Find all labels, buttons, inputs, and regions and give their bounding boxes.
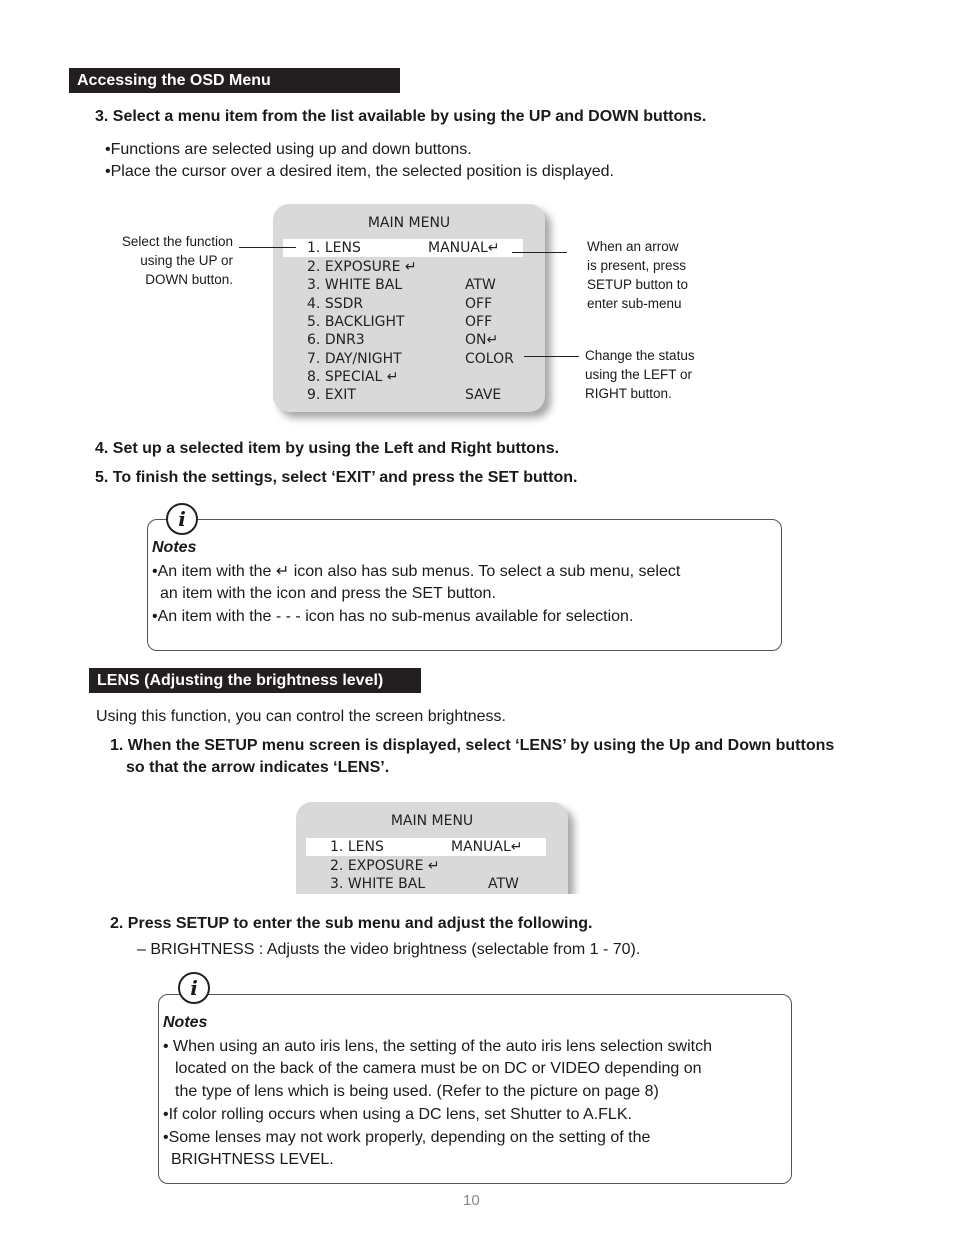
osd-menu-item-exposure bbox=[296, 857, 568, 875]
notes-line: • When using an auto iris lens, the setting of the auto iris lens selection switch bbox=[163, 1038, 712, 1055]
osd-item-value: MANUAL↵ bbox=[451, 839, 523, 855]
osd-item-value: COLOR bbox=[465, 351, 514, 367]
osd-menu-crop bbox=[296, 802, 586, 894]
osd-item-num: 2 bbox=[307, 259, 316, 275]
notes-line: located on the back of the camera must be on DC or VIDEO depending on bbox=[175, 1060, 702, 1077]
osd-menu-title: MAIN MENU bbox=[367, 215, 451, 231]
callout-line: Select the function bbox=[121, 234, 233, 249]
osd-main-menu-2 bbox=[296, 802, 568, 894]
step-3: 3. Select a menu item from the list available by using the UP and DOWN buttons. bbox=[95, 108, 707, 125]
callout-line-right-bottom bbox=[524, 356, 579, 357]
bullet-cursor: •Place the cursor over a desired item, the selected position is displayed. bbox=[105, 163, 614, 180]
osd-item-label: . EXPOSURE ↵ bbox=[315, 259, 417, 275]
step-5: 5. To finish the settings, select ‘EXIT’ and press the SET button. bbox=[95, 469, 578, 486]
notes-line: an item with the icon and press the SET button. bbox=[160, 585, 496, 602]
section-header-lens: LENS (Adjusting the brightness level) bbox=[89, 668, 421, 693]
osd-item-label: . BACKLIGHT bbox=[315, 314, 405, 330]
osd-menu-item-backlight bbox=[273, 313, 545, 331]
osd-item-value: MANUAL↵ bbox=[428, 240, 500, 256]
lens-step-2: 2. Press SETUP to enter the sub menu and adjust the following. bbox=[110, 915, 593, 932]
notes-line: •An item with the - - - icon has no sub-menus available for selection. bbox=[152, 608, 634, 625]
callout-line: using the UP or bbox=[140, 253, 233, 268]
osd-menu-item-day-night bbox=[273, 350, 545, 368]
lens-step-1-cont: so that the arrow indicates ‘LENS’. bbox=[126, 759, 390, 776]
osd-menu-item-ssdr bbox=[273, 295, 545, 313]
osd-item-value: ATW bbox=[488, 876, 519, 892]
notes-title: Notes bbox=[163, 1014, 208, 1031]
osd-menu-item-dnr3 bbox=[273, 331, 545, 349]
callout-left bbox=[90, 232, 233, 289]
osd-item-label: . DAY/NIGHT bbox=[315, 351, 402, 367]
osd-item-label: . SSDR bbox=[315, 296, 364, 312]
callout-line-right-top bbox=[512, 252, 567, 253]
osd-menu-title: MAIN MENU bbox=[390, 813, 474, 829]
osd-item-value: OFF bbox=[465, 296, 493, 312]
osd-item-num: 4 bbox=[307, 296, 316, 312]
osd-item-num: 6 bbox=[307, 332, 316, 348]
osd-item-label: . SPECIAL ↵ bbox=[315, 369, 399, 385]
osd-item-value: ON↵ bbox=[465, 332, 499, 348]
callout-line-left bbox=[239, 247, 296, 248]
osd-menu-item-exit bbox=[273, 386, 545, 404]
osd-item-num: 2 bbox=[330, 858, 339, 874]
lens-step-1: 1. When the SETUP menu screen is displayed, select ‘LENS’ by using the Up and Down buttons bbox=[110, 737, 835, 754]
notes-line: the type of lens which is being used. (Refer to the picture on page 8) bbox=[175, 1083, 659, 1100]
osd-item-label: . EXPOSURE ↵ bbox=[338, 858, 440, 874]
callout-line: using the LEFT or bbox=[585, 367, 693, 382]
callout-line: RIGHT button. bbox=[585, 386, 672, 401]
osd-menu-item-special bbox=[273, 368, 545, 386]
callout-line: DOWN button. bbox=[145, 272, 233, 287]
osd-item-num: 8 bbox=[307, 369, 316, 385]
osd-item-num: 1 bbox=[330, 839, 339, 855]
osd-item-num: 5 bbox=[307, 314, 316, 330]
info-icon: i bbox=[178, 972, 210, 1004]
osd-item-value: ATW bbox=[465, 277, 496, 293]
notes-title: Notes bbox=[152, 539, 197, 556]
osd-item-label: . DNR3 bbox=[315, 332, 365, 348]
page-number: 10 bbox=[463, 1192, 480, 1209]
section-header-osd: Accessing the OSD Menu bbox=[69, 68, 400, 93]
osd-menu-item-lens bbox=[283, 239, 523, 257]
callout-line: Change the status bbox=[585, 348, 695, 363]
lens-intro: Using this function, you can control the screen brightness. bbox=[96, 708, 506, 725]
callout-line: When an arrow bbox=[587, 239, 679, 254]
lens-brightness: – BRIGHTNESS : Adjusts the video brightness (selectable from 1 - 70). bbox=[137, 941, 641, 958]
osd-item-label: . WHITE BAL bbox=[315, 277, 403, 293]
notes-line: •If color rolling occurs when using a DC lens, set Shutter to A.FLK. bbox=[163, 1106, 632, 1123]
osd-item-num: 7 bbox=[307, 351, 316, 367]
info-icon: i bbox=[166, 503, 198, 535]
callout-right-bottom bbox=[585, 346, 695, 403]
callout-line: enter sub-menu bbox=[587, 296, 682, 311]
osd-item-label: . LENS bbox=[338, 839, 384, 855]
osd-item-num: 3 bbox=[330, 876, 339, 892]
osd-item-num: 3 bbox=[307, 277, 316, 293]
callout-line: SETUP button to bbox=[587, 277, 689, 292]
osd-main-menu bbox=[273, 204, 545, 412]
osd-item-label: . LENS bbox=[315, 240, 361, 256]
osd-item-label: . EXIT bbox=[315, 387, 356, 403]
callout-right-top bbox=[587, 237, 688, 313]
osd-menu-item-exposure bbox=[273, 258, 545, 276]
notes-line: BRIGHTNESS LEVEL. bbox=[171, 1151, 334, 1168]
bullet-functions: •Functions are selected using up and down buttons. bbox=[105, 141, 472, 158]
osd-menu-item-white-bal bbox=[273, 276, 545, 294]
osd-menu-item-white-bal bbox=[296, 875, 568, 893]
osd-item-value: SAVE bbox=[465, 387, 502, 403]
notes-line: •Some lenses may not work properly, depending on the setting of the bbox=[163, 1129, 651, 1146]
osd-item-label: . WHITE BAL bbox=[338, 876, 426, 892]
osd-menu-item-lens bbox=[306, 838, 546, 856]
callout-line: is present, press bbox=[587, 258, 687, 273]
osd-item-num: 1 bbox=[307, 240, 316, 256]
notes-line: •An item with the ↵ icon also has sub menus. To select a sub menu, select bbox=[152, 563, 681, 580]
osd-item-num: 9 bbox=[307, 387, 316, 403]
osd-item-value: OFF bbox=[465, 314, 493, 330]
step-4: 4. Set up a selected item by using the Left and Right buttons. bbox=[95, 440, 560, 457]
